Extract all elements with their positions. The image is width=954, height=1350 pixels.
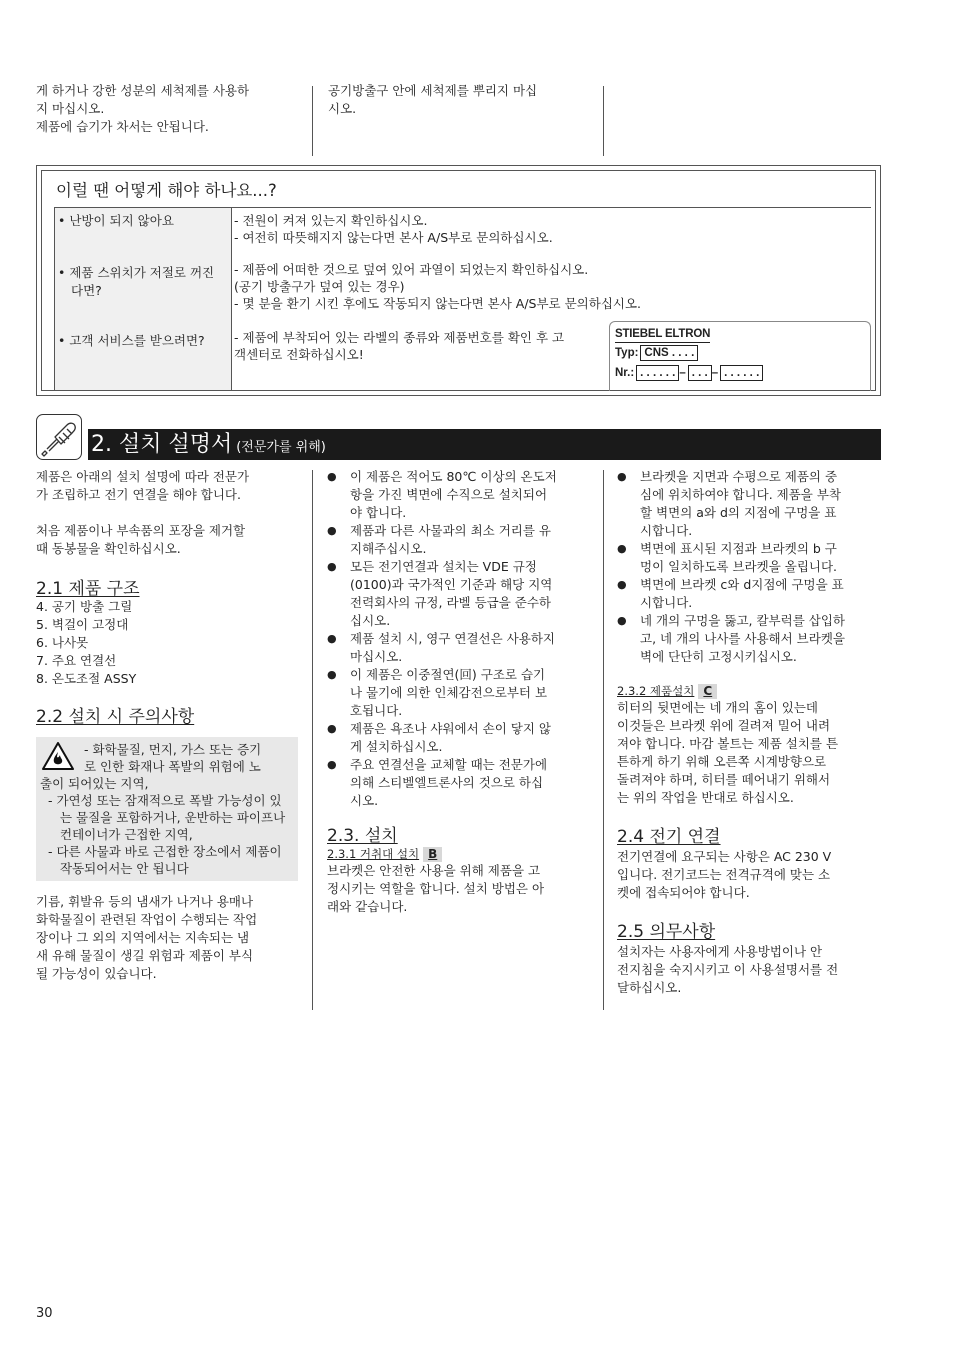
column-divider — [312, 86, 313, 156]
faq-answer: - 전원이 켜져 있는지 확인하십시오. - 여전히 따뜻해지지 않는다면 본사 A/S부로 문의하십시오. — [234, 213, 553, 245]
heading-installation: 2.3. 설치 — [327, 826, 398, 846]
screwdriver-icon — [36, 414, 82, 460]
faq-question: • 고객 서비스를 받으려면? — [58, 333, 205, 348]
warning-item: - 가연성 또는 잠재적으로 폭발 가능성이 있는 물질을 포함하거나, 운반하는 파이프나 컨테이너가 근접한 지역, — [48, 793, 286, 842]
obligations-paragraph: 설치자는 사용자에게 사용방법이나 안 전지침을 숙지시키고 이 사용설명서를 전 달하십시오. — [617, 944, 839, 995]
electrical-paragraph: 전기연결에 요구되는 사항은 AC 230 V 입니다. 전기코드는 전격규격에 맞는 소 켓에 접속되어야 합니다. — [617, 849, 832, 900]
bullet-item: ● 벽면에 표시된 지점과 브라켓의 b 구 멍이 일치하도록 브라켓을 올립니다. — [617, 540, 883, 576]
bullet-item: ● 이 제품은 적어도 80℃ 이상의 온도저 항을 가진 벽면에 수직으로 설치되어 야 합니다. — [327, 468, 593, 522]
subheading-text: 2.3.1 거취대 설치 — [327, 847, 420, 861]
parts-list-item: 4. 공기 방출 그릴 — [36, 599, 133, 614]
bullet-item: ● 브라켓을 지면과 수평으로 제품의 중 심에 위치하여야 합니다. 제품을 부착 할 벽면의 a와 d의 지점에 구멍을 표 시합니다. — [617, 468, 883, 540]
heading-product-structure: 2.1 제품 구조 — [36, 579, 140, 599]
warning-box — [36, 737, 298, 881]
column-3 — [617, 468, 883, 997]
parts-list-item: 5. 벽걸이 고정대 — [36, 617, 129, 632]
serial-dash: – — [679, 367, 686, 379]
top-text-col2: 공기방출구 안에 세척제를 뿌리지 마십 시오. — [328, 83, 538, 116]
faq-answer: - 제품에 어떠한 것으로 덮여 있어 과열이 되었는지 확인하십시오. (공기 방출구가 덮여 있는 경우) - 몇 분을 환기 시킨 후에도 작동되지 않는다면 본사 A/S부로 문의하십시오. — [234, 262, 642, 311]
bullet-item: ● 벽면에 브라켓 c와 d지점에 구멍을 표 시합니다. — [617, 576, 883, 612]
warning-text: 출이 되어있는 지역, — [40, 776, 149, 791]
type-value: CNS . . . . — [640, 345, 698, 361]
figure-ref-badge: B — [423, 847, 442, 862]
faq-question: • 난방이 되지 않아요 — [58, 213, 174, 228]
type-field — [615, 345, 698, 361]
troubleshooting-inner-frame — [41, 170, 876, 391]
top-text-col1: 게 하거나 강한 성분의 세척제를 사용하 지 마십시오. 제품에 습기가 차서는 안됩니다. — [36, 83, 250, 134]
serial-part-c: . . . . . . — [720, 365, 763, 381]
column-1 — [36, 468, 302, 728]
column-divider — [603, 470, 604, 1010]
heading-installation-cautions: 2.2 설치 시 주의사항 — [36, 707, 195, 727]
troubleshooting-box — [36, 165, 881, 396]
bracket-paragraph: 브라켓은 안전한 사용을 위해 제품을 고 정시키는 역할을 합니다. 설치 방법은 아 래와 같습니다. — [327, 863, 545, 914]
bullet-item: ● 제품과 다른 사물과의 최소 거리를 유 지해주십시오. — [327, 522, 593, 558]
parts-list — [36, 598, 302, 688]
product-installation-paragraph: 히터의 뒷면에는 네 개의 홈이 있는데 이것들은 브라켓 위에 걸려져 밀어 내려 져야 합니다. 마감 볼트는 제품 설치를 튼 튼하게 하기 위해 오른쪽 시계방향으로 돌려져야 하며, 히터를 떼어내기 위해서 는 위의 작업을 반대로 하십시오. — [617, 700, 839, 805]
type-label: Typ: — [615, 347, 639, 359]
parts-list-item: 6. 나사못 — [36, 635, 89, 650]
troubleshooting-title: 이럴 땐 어떻게 해야 하나요...? — [56, 181, 277, 200]
heading-obligations: 2.5 의무사항 — [617, 922, 716, 942]
bullet-item: ● 네 개의 구멍을 뚫고, 칼부럭를 삽입하 고, 네 개의 나사를 사용해서 브라켓을 벽에 단단히 고정시키십시오. — [617, 612, 883, 666]
rating-label-illustration — [609, 321, 871, 391]
serial-part-a: . . . . . . — [636, 365, 679, 381]
fire-warning-icon — [41, 741, 75, 771]
serial-label: Nr.: — [615, 367, 635, 379]
section-header-bar — [88, 429, 881, 460]
bullet-item: ● 제품은 욕조나 샤워에서 손이 닿지 않 게 설치하십시오. — [327, 720, 593, 756]
section-subtitle: (전문가를 위해) — [236, 440, 326, 455]
parts-list-item: 7. 주요 연결선 — [36, 653, 117, 668]
parts-list-item: 8. 온도조절 ASSY — [36, 671, 137, 686]
subheading-text: 2.3.2 제품설치 — [617, 684, 695, 698]
warning-text: - 화학물질, 먼지, 가스 또는 증기 로 인한 화재나 폭발의 위험에 노 — [84, 742, 262, 774]
column-2 — [327, 468, 593, 916]
bullet-item: ● 이 제품은 이중절연(回) 구조로 습기 나 물기에 의한 인체감전으로부터 보 호됩니다. — [327, 666, 593, 720]
column-divider — [312, 470, 313, 1010]
section-title: 2. 설치 설명서 — [91, 432, 233, 457]
title-divider — [54, 207, 871, 208]
heading-product-installation — [617, 684, 883, 699]
intro-paragraph: 제품은 아래의 설치 설명에 따라 전문가 가 조립하고 전기 연결을 해야 합니다. — [36, 469, 250, 502]
column-divider — [603, 86, 604, 156]
serial-field — [615, 365, 763, 381]
heading-bracket-installation — [327, 847, 593, 862]
serial-part-b: . . . — [688, 365, 712, 381]
intro-paragraph: 처음 제품이나 부속품의 포장을 제거할 때 동봉물을 확인하십시오. — [36, 523, 246, 556]
brand-logo: STIEBEL ELTRON — [615, 328, 711, 340]
bullet-item: ● 모든 전기연결과 설치는 VDE 규정 (0100)과 국가적인 기준과 해당 지역 전력회사의 규정, 라벨 등급을 준수하 십시오. — [327, 558, 593, 630]
serial-dash: – — [711, 367, 719, 379]
figure-ref-badge: C — [698, 684, 717, 699]
bullet-item: ● 주요 연결선을 교체할 때는 전문가에 의해 스티벨엘트론사의 것으로 하십 시오. — [327, 756, 593, 810]
faq-question: • 제품 스위치가 저절로 꺼진다면? — [58, 265, 215, 298]
page-number: 30 — [36, 1306, 53, 1321]
faq-answer: - 제품에 부착되어 있는 라벨의 종류와 제품번호를 확인 후 고 객센터로 전화하십시오! — [234, 330, 565, 362]
bullet-item: ● 제품 설치 시, 영구 연결선은 사용하지 마십시오. — [327, 630, 593, 666]
warning-item: - 다른 사물과 바로 근접한 장소에서 제품이 작동되어서는 안 됩니다 — [48, 844, 282, 876]
odor-warning-paragraph: 기름, 휘발유 등의 냄새가 나거나 용매나 화학물질이 관련된 작업이 수행되는 작업 장이나 그 외의 지역에서는 지속되는 냄 새 유해 물질이 생길 위험과 제품이 부식 될 가능성이 있습니다. — [36, 894, 258, 981]
heading-electrical-connection: 2.4 전기 연결 — [617, 827, 721, 847]
